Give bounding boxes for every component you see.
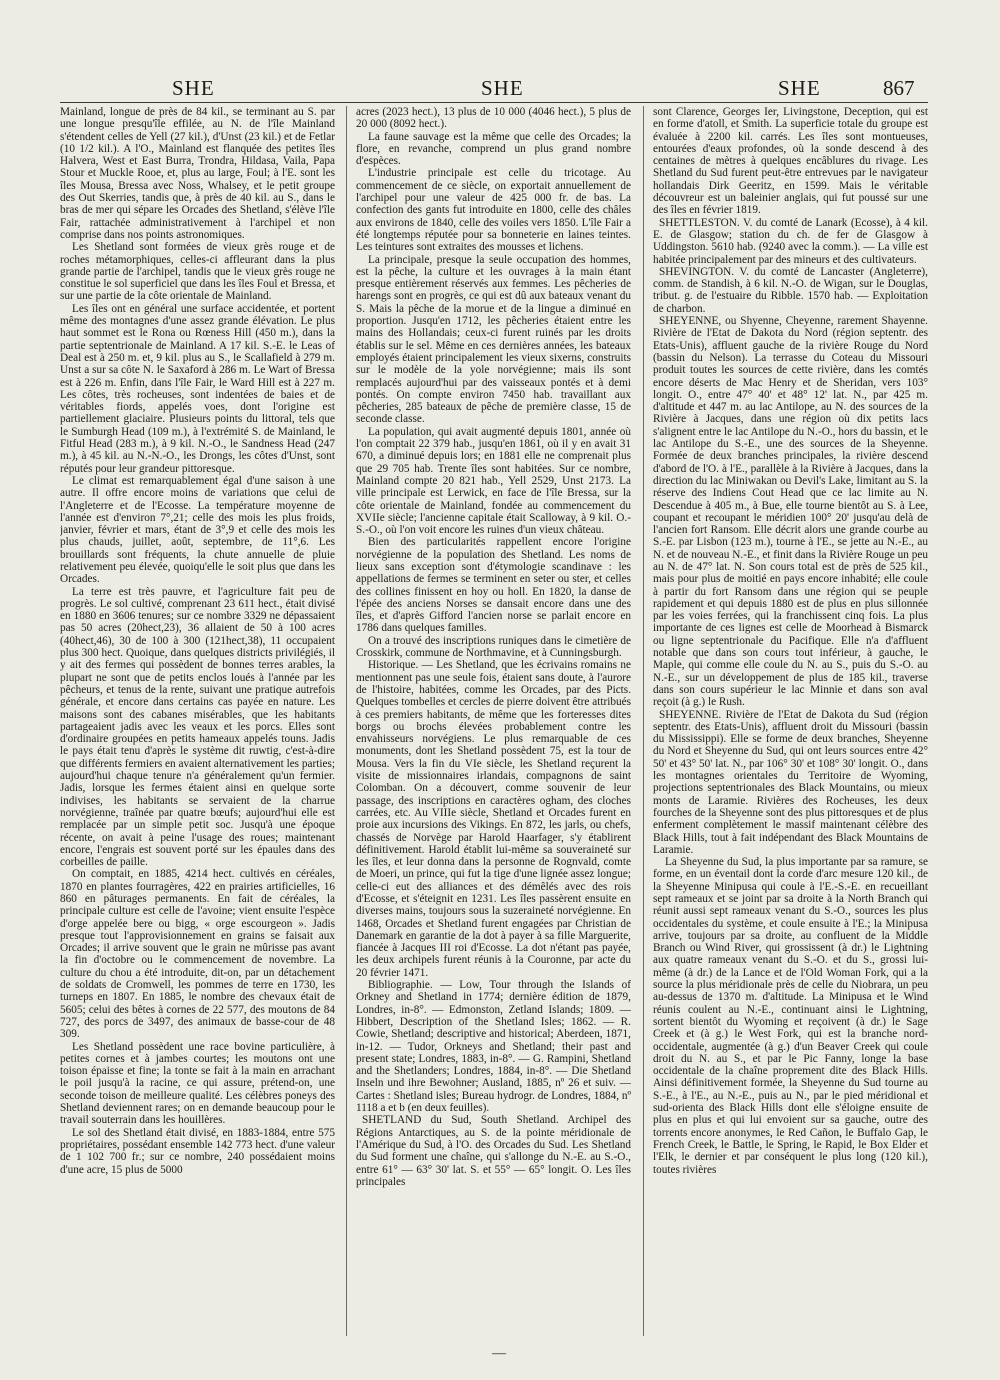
- page-number: 867: [883, 76, 915, 100]
- paragraph: Mainland, longue de près de 84 kil., se terminant au S. par une longue presqu'île effilée, au N. de l'île Mainland s'étendent celles de Yell (27 kil.), d'Unst (23 kil.) et de Fetlar (10 1/2 kil.). A l'O., Mainland est flanquée des petites îles Halvera, West et East Burra, Trondra, Hildasa, Vaila, Papa Stour et Muckle Rooe, et, plus au large, Foul; à l'E. sont les îles Mousa, Bressa avec Noss, Whalsey, et le petit groupe des Out Skerries, tandis que, à près de 40 kil. au S., dans le bras de mer qui sépare les Orcades des Shetland, s'élève l'île Fair, rattachée administrativement à l'archipel et non comprise dans nos points astronomiques.: [60, 106, 335, 241]
- header-rule: [60, 102, 928, 103]
- running-head-left: SHE: [172, 76, 215, 100]
- running-head-center: SHE: [481, 76, 524, 100]
- paragraph: La principale, presque la seule occupation des hommes, est la pêche, la culture et les ouvrages à la main étant presque entièrement réservés aux femmes. Les pêcheries de harengs sont en progrès, ce qui est dû aux bateaux venant du S. Mais la pêche de la morue et de la lingue a diminué en proportion. Jusqu'en 1712, les pêcheries étaient entre les mains des Hollandais; ceux-ci furent ruinés par les droits établis sur le sel. Même en ces dernières années, les bateaux employés étaient principalement les vieux sixerns, construits sur le modèle de la yole norvégienne; mais ils sont remplacés aujourd'hui par des vaisseaux pontés et à demi pontés. On compte environ 7450 hab. travaillant aux pêcheries, 285 bateaux de pêche de première classe, 15 de seconde classe.: [356, 253, 631, 426]
- paragraph: Les îles ont en général une surface accidentée, et portent même des montagnes d'une assez grande élévation. Le plus haut sommet est le Rona ou Rœness Hill (450 m.), dans la partie septentrionale de Mainland. A 17 kil. S.-E. le Leas of Deal est à 250 m. et, 9 kil. plus au S., le Scallafield à 279 m. Unst a sur sa côte N. le Saxaford à 286 m. Le Wart of Bressa est à 226 m. Enfin, dans l'île Fair, le Ward Hill est à 227 m. Les côtes, très rocheuses, sont indentées de baies et de véritables fiords, appelés voes, dont l'origine est partiellement glaciaire. Plusieurs points du littoral, tels que le Sumburgh Head (109 m.), à l'extrémité S. de Mainland, le Fitful Head (283 m.), à 9 kil. N.-O., le Sandness Head (247 m.), à 45 kil. au N.-N.-O., les Drongs, les côtes d'Unst, sont réputés pour leur grandeur pittoresque.: [60, 302, 335, 475]
- paragraph: On comptait, en 1885, 4214 hect. cultivés en céréales, 1870 en plantes fourragères, 422 en prairies artificielles, 16 860 en pâturages permanents. En fait de céréales, la principale culture est celle de l'avoine; vient ensuite l'espèce d'orge appelée bere ou bigg, « orge escourgeon ». Jadis presque tout l'approvisionnement en grains se faisait aux Orcades; il arrive souvent que le grain ne mûrisse pas avant la fin d'octobre ou le commencement de novembre. La culture du chou a été introduite, dit-on, par un détachement de soldats de Cromwell, les pommes de terre en 1730, les turneps en 1807. En 1885, le nombre des chevaux était de 5605; celui des bêtes à cornes de 22 577, des moutons de 84 727, des porcs de 3497, des animaux de basse-cour de 48 309.: [60, 868, 335, 1041]
- paragraph: Les Shetland possèdent une race bovine particulière, à petites cornes et à jambes courtes; les moutons ont une toison épaisse et fine; la tonte se fait à la main en arrachant le poil jusqu'à la racine, ce qui assure, prétend-on, une seconde toison de meilleure qualité. Les célèbres poneys des Shetland deviennent rares; on en demande beaucoup pour le travail souterrain dans les houillères.: [60, 1040, 335, 1127]
- paragraph: La terre est très pauvre, et l'agriculture fait peu de progrès. Le sol cultivé, comprenant 23 611 hect., était divisé en 1880 en 3606 tenures; sur ce nombre 3329 ne dépassaient pas 50 acres (20hect,23), 36 allaient de 50 à 100 acres (40hect,46), 30 de 100 à 300 (121hect,38), 11 occupaient plus 300 hect. Quoique, dans quelques districts privilégiés, il y ait des fermes qui possèdent de bonnes terres arables, la plupart ne sont que de petits enclos loués à l'année par les pêcheurs, et tenus de la rente, suivant une pratique autrefois générale, et encore dans certains cas payée en nature. Les maisons sont des cabanes misérables, que les habitants partageaient jadis avec les veaux et les porcs. Elles sont d'ordinaire groupées en petits hameaux appelés touns. Jadis le pays était tenu d'après le système dit ruwtig, c'est-à-dire que différents fermiers en avaient alternativement les parties; aujourd'hui chaque tenure n'a généralement qu'un fermier. Jadis, lorsque les fermes étaient ainsi en quelque sorte indivises, les habitants se servaient de la charrue norvégienne, traînée par quatre bœufs; aujourd'hui elle est remplacée par un simple petit soc. Jusqu'à une époque récente, on avait à peine l'usage des roues; maintenant encore, l'engrais est souvent porté sur les épaules dans des corbeilles de paille.: [60, 585, 335, 869]
- paragraph: acres (2023 hect.), 13 plus de 10 000 (4046 hect.), 5 plus de 20 000 (8092 hect.).: [356, 106, 631, 131]
- footer-mark: —: [492, 1346, 506, 1361]
- paragraph: L'industrie principale est celle du tricotage. Au commencement de ce siècle, on exportait annuellement de l'archipel pour une valeur de 425 000 fr. de bas. La confection des gants fut introduite en 1800, celle des châles aux environs de 1840, celle des voiles vers 1850. L'île Fair a été longtemps réputée pour sa bonneterie en laines teintes. Les teintures sont extraites des mousses et lichens.: [356, 167, 631, 254]
- entry-shevington: SHEVINGTON. V. du comté de Lancaster (Angleterre), comm. de Standish, à 6 kil. N.-O. de Wigan, sur le Douglas, tribut. g. de l'estuaire du Ribble. 1570 hab. — Exploitation de charbon.: [653, 265, 928, 315]
- paragraph-historique: Historique. — Les Shetland, que les écrivains romains ne mentionnent pas une seule fois, étaient sans doute, à l'aurore de l'histoire, habitées, comme les Orcades, par des Picts. Quelques tombelles et cercles de pierre doivent être attribués à ces premiers habitants, de même que les forteresses dites borgs ou brochs élevées probablement contre les envahisseurs norvégiens. Le plus remarquable de ces monuments, dont les Shetland possèdent 75, est la tour de Mousa. Vers la fin du VIe siècle, les Shetland reçurent la visite de missionnaires irlandais, compagnons de saint Colomban. On a découvert, comme souvenir de leur passage, des inscriptions en caractères ogham, des cloches carrées, etc. Au VIIIe siècle, Shetland et Orcades furent en proie aux incursions des Vikings. En 872, les jarls, ou chefs, chassés de Norvège par Harold Haarfager, s'y établirent définitivement. Harold établit lui-même sa souveraineté sur les îles, et leur donna dans la personne de Rognvald, comte de Moeri, un prince, qui fut la tige d'une lignée assez longue; celle-ci eut des alliances et des démêlés avec des rois d'Ecosse, et s'éteignit en 1231. Les îles passèrent ensuite en diverses mains, toujours sous la suzeraineté norvégienne. En 1468, Orcades et Shetland furent engagées par Christian de Danemark en garantie de la dot à payer à sa fille Marguerite, fiancée à Jacques III roi d'Ecosse. La dot n'étant pas payée, les deux archipels furent réunis à la Couronne, par acte du 20 février 1471.: [356, 659, 631, 979]
- entry-sheyenne-nord: SHEYENNE, ou Shyenne, Cheyenne, rarement Shayenne. Rivière de l'Etat de Dakota du Nord (région septentr. des Etats-Unis), affluent gauche de la rivière Rouge du Nord (bassin du Nelson). La terrasse du Coteau du Missouri produit toutes les sources de cette rivière, dans les comtés encore déserts de Mac Henry et de Sheridan, vers 103° longit. O., entre 47° 40' et 48° 12' lat. N., par 425 m. d'altitude et 447 m. au lac Antilope, au N. des sources de la Rivière à Jacques, dans une région où dix petits lacs s'alignent entre le lac Antilope du N.-O., hors du bassin, et le lac Antilope du S.-E., une des sources de la Sheyenne. Formée de deux branches principales, la rivière descend d'abord de l'O. à l'E., parallèle à la Rivière à Jacques, dans la direction du lac Miniwakan ou Devil's Lake, limitant au S. la réserve des Indiens Cout Head que ce lac limite au N. Descendue à 405 m., à Bue, elle tourne bientôt au S. à Lee, coupant et recoupant le méridien 100° 20' jusqu'au delà de l'ancien fort Ransom. Elle décrit alors une grande courbe au S.-E. par Lisbon (123 m.), tourne à l'E., se jette au N.-E., au N. et de nouveau N.-E., et finit dans la Rivière Rouge un peu au N. de 47° lat. N. Son cours total est de près de 525 kil., mais pour plus de moitié en pays encore inhabité; elle coule à partir du fort Ransom dans une région qui se peuple rapidement et qui depuis 1880 est de plus en plus sillonnée par les voies ferrées, qui la franchissent cinq fois. La plus importante de ces lignes est celle de Moorhead à Bismarck ou ligne septentrionale du Pacifique. Elle n'a d'affluent notable que dans son cours tout inférieur, à gauche, le Maple, qui comme elle coule du N. au S., puis du S.-O. au N.-E., sur un développement de plus de 185 kil., traverse dans son cours supérieur le lac Minnie et dans son aval reçoit (à g.) le Rush.: [653, 315, 928, 709]
- column-3: [653, 106, 928, 1336]
- paragraph-bibliographie: Bibliographie. — Low, Tour through the Islands of Orkney and Shetland in 1774; dernière édition de 1879, Londres, in-8°. — Edmonston, Zetland Islands; 1809. — Hibbert, Description of the Shetland Isles; 1862. — R. Cowie, Shetland; descriptive and historical; Aberdeen, 1871, in-12. — Tudor, Orkneys and Shetland; their past and present state; Londres, 1883, in-8°. — G. Rampini, Shetland and the Shetlanders; Londres, 1884, in-8°. — Die Shetland Inseln und ihre Bewohner; Ausland, 1885, nº 26 et suiv. — Cartes : Shetland isles; Bureau hydrogr. de Londres, 1884, nº 1118 a et b (en deux feuilles).: [356, 979, 631, 1115]
- running-head-right: SHE: [778, 76, 821, 100]
- column-divider: [346, 106, 347, 1336]
- paragraph: La faune sauvage est la même que celle des Orcades; la flore, en revanche, comprend un plus grand nombre d'espèces.: [356, 130, 631, 168]
- column-1: [60, 106, 335, 1336]
- paragraph: Bien des particularités rappellent encore l'origine norvégienne de la population des Shetland. Les noms de lieux sans exception sont d'étymologie scandinave : les appellations de fermes se terminent en seter ou ster, et celles des collines finissent en hoy ou holl. En 1820, la danse de l'épée des anciens Norses se dansait encore dans une des îles, et d'après Gifford l'ancien norse se parlait encore en 1786 dans quelques familles.: [356, 536, 631, 635]
- paragraph: On a trouvé des inscriptions runiques dans le cimetière de Crosskirk, commune de Northmavine, et à Cunningsburgh.: [356, 634, 631, 660]
- column-divider: [643, 106, 644, 1336]
- entry-shetland-du-sud: SHETLAND du Sud, South Shetland. Archipel des Régions Antarctiques, au S. de la pointe méridionale de l'Amérique du Sud, à l'O. des Orcades du Sud. Les Shetland du Sud forment une chaîne, qui s'allonge du N.-E. au S.-O., entre 61° — 63° 30' lat. S. et 55° — 65° longit. O. Les îles principales: [356, 1114, 631, 1188]
- entry-shettleston: SHETTLESTON. V. du comté de Lanark (Ecosse), à 4 kil. E. de Glasgow; station du ch. de fer de Glasgow à Uddingston. 5610 hab. (9240 avec la comm.). — La ville est habitée principalement par des mineurs et des cultivateurs.: [653, 216, 928, 266]
- paragraph: sont Clarence, Georges Ier, Livingstone, Deception, qui est en forme d'atoll, et Smith. La superficie totale du groupe est évaluée à 2200 kil. carrés. Les îles sont montueuses, entourées d'eaux profondes, où la sonde descend à des centaines de mètres à quelques encâblures du rivage. Les Shetland du Sud furent peut-être entrevues par le navigateur hollandais Dirk Geeritz, en 1599. Mais le véritable découvreur est un baleinier anglais, qui fut poussé sur une des îles en février 1819.: [653, 106, 928, 217]
- paragraph: Le sol des Shetland était divisé, en 1883-1884, entre 575 propriétaires, possédant ensemble 142 773 hect. d'une valeur de 1 102 700 fr.; sur ce nombre, 240 possédaient moins d'une acre, 15 plus de 5000: [60, 1126, 335, 1176]
- paragraph: La Sheyenne du Sud, la plus importante par sa ramure, se forme, en un éventail dont la corde d'arc mesure 120 kil., de la Sheyenne Minipusa qui coule à l'E.-S.-E. en recueillant sept rameaux et se joint par sa droite à la North Branch qui réunit aussi sept rameaux venant du S.-O., sources les plus occidentales du système, et coule ensuite à l'E.; la Minipusa arrive, toujours par sa droite, au confluent de la Middle Branch ou Wind River, qui grossissent (à dr.) le Lightning aux quatre rameaux venant du S.-O. et du S., grossi lui-même (à dr.) de la Lance et de l'Old Woman Fork, qui a la source la plus méridionale près de celle du Niobrara, un peu au-dessus de 1370 m. d'altitude. La Minipusa et le Wind réunis coulent au N.-E., continuant ainsi le Lightning, sortent bientôt du Wyoming et reçoivent (à dr.) le Sage Creek et (à g.) le West Fork, qui est la branche nord-occidentale, augmentée (à g.) d'un Beaver Creek qui coule droit du N. au S., et par le Pic Fanny, longe la base occidentale de la chaîne proprement dite des Black Hills. Ainsi définitivement formée, la Sheyenne du Sud tourne au S.-E., à l'E., au N.-E., puis au N., par le pied méridional et sud-orienta des Black Hills dont elle s'éloigne ensuite de plus en plus et qui lui envoient sur sa gauche, outre des torrents encore anonymes, le Red Cañon, le Buffalo Gap, le French Creek, le Battle, le Spring, le Rapid, le Box Elder et l'Elk, le dernier et par conséquent le plus long (120 kil.), toutes rivières: [653, 856, 928, 1176]
- paragraph: Les Shetland sont formées de vieux grès rouge et de roches métamorphiques, celles-ci affleurant dans la plus grande partie de l'archipel, tandis que le vieux grès rouge ne constitue le sol superficiel que dans les îles Foul et Bressa, et sur une partie de la côte orientale de Mainland.: [60, 241, 335, 303]
- column-2: [356, 106, 631, 1336]
- paragraph: Le climat est remarquablement égal d'une saison à une autre. Il offre encore moins de variations que celui de l'Angleterre et de l'Ecosse. La température moyenne de l'année est d'environ 7°,21; celle des mois les plus froids, janvier, février et mars, étant de 3°,9 et celle des mois les plus chauds, juillet, août, septembre, de 11°,6. Les brouillards sont fréquents, la chute annuelle de pluie relativement peu élevée, quoiqu'elle le soit plus que dans les Orcades.: [60, 474, 335, 586]
- entry-sheyenne-sud: SHEYENNE. Rivière de l'Etat de Dakota du Sud (région septentr. des Etats-Unis), affluent droit du Missouri (bassin du Mississippi). Elle se forme de deux branches, Sheyenne du Nord et Sheyenne du Sud, qui ont leurs sources entre 42° 50' et 43° 50' lat. N., par 106° 30' et 108° 30' longit. O., dans les montagnes orientales du Territoire de Wyoming, projections septentrionales des Black Mountains, ou mieux monts de Laramie. Rivières des Rocheuses, les deux fourches de la Sheyenne sont des plus pittoresques et de plus enferment complètement le massif maintenant célèbre des Black Hills, tout à fait indépendant des Black Mountains de Laramie.: [653, 708, 928, 856]
- paragraph: La population, qui avait augmenté depuis 1801, année où l'on comptait 22 379 hab., jusqu'en 1861, où il y en avait 31 670, a diminué depuis lors; en 1881 elle ne comprenait plus que 29 705 hab. Trente îles sont habitées. Sur ce nombre, Mainland compte 20 821 hab., Yell 2529, Unst 2173. La ville principale est Lerwick, en face de l'île Bressa, sur la côte orientale de Mainland, fondée au commencement du XVIIe siècle; l'ancienne capitale était Scalloway, à 9 kil. O.-S.-O., où l'on voit encore les ruines d'un vieux château.: [356, 425, 631, 537]
